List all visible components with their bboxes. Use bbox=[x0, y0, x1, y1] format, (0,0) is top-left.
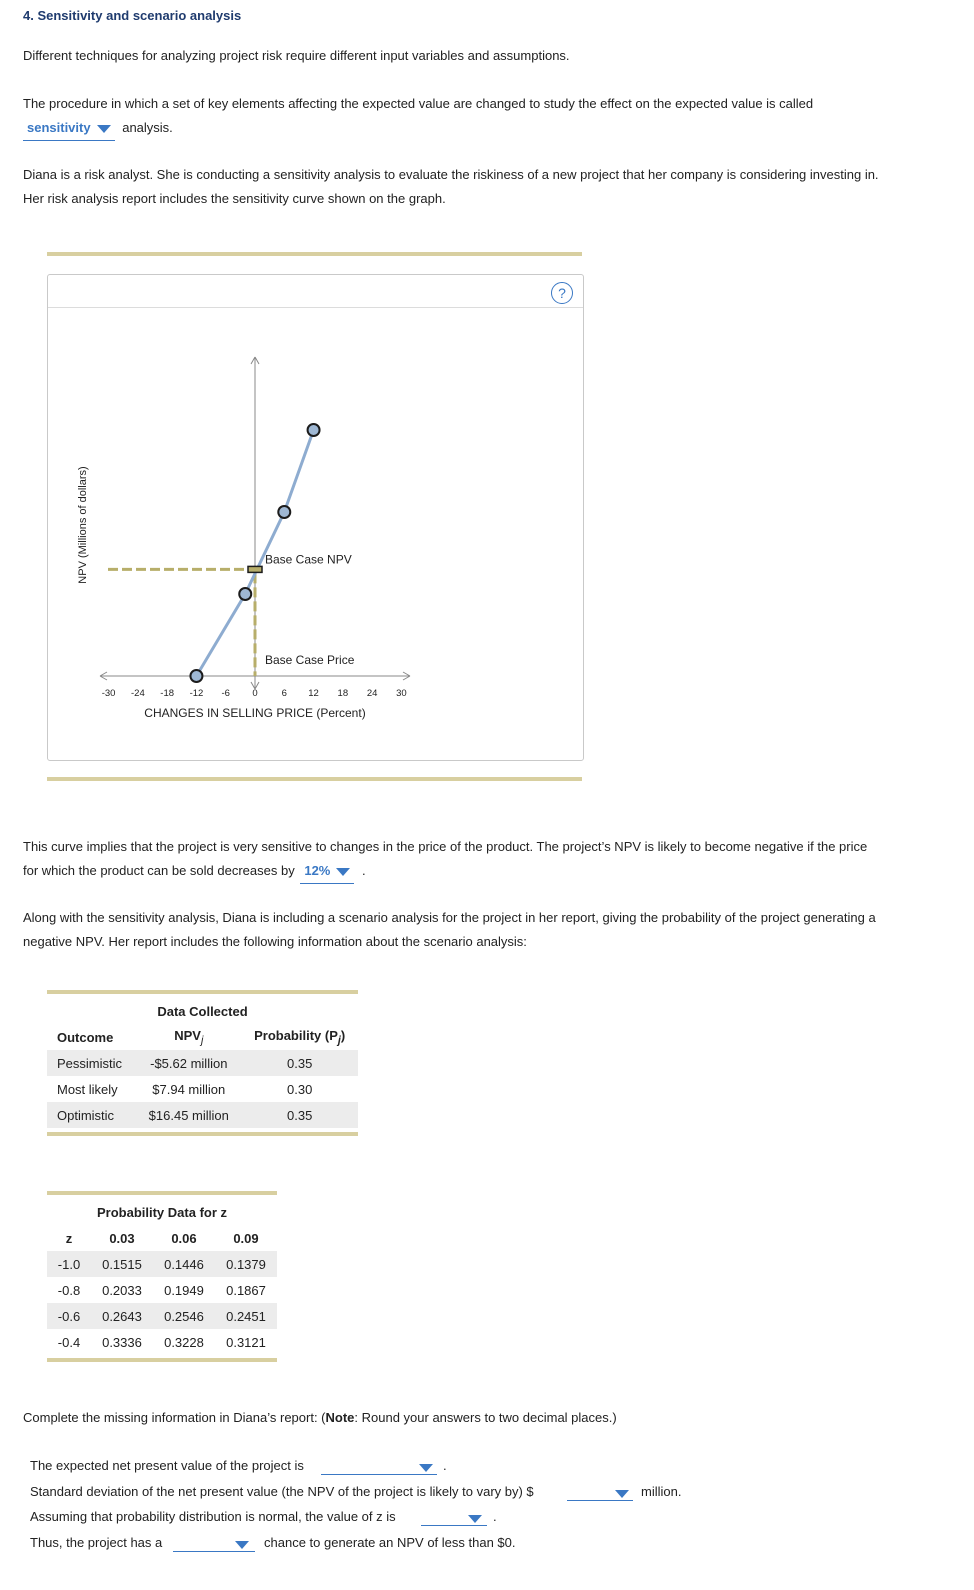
chevron-down-icon bbox=[336, 868, 350, 876]
chevron-down-icon[interactable] bbox=[615, 1490, 629, 1498]
data-point[interactable] bbox=[239, 588, 251, 600]
z-cell: -0.8 bbox=[57, 1282, 81, 1298]
q2-end: million. bbox=[641, 1484, 682, 1499]
x-tick-label: 30 bbox=[396, 688, 407, 699]
header-prob-sub: j bbox=[337, 1034, 341, 1047]
header-prob-close: ) bbox=[340, 1027, 346, 1043]
z-header-cell: z bbox=[65, 1230, 73, 1246]
y-axis-label: NPV (Millions of dollars) bbox=[77, 466, 89, 584]
z-table-bottom-rule bbox=[47, 1358, 277, 1362]
table-row bbox=[47, 1251, 277, 1277]
procedure-answer-row bbox=[23, 116, 173, 141]
outcome-cell: Optimistic bbox=[57, 1107, 115, 1123]
x-tick-label: -12 bbox=[189, 688, 204, 699]
x-tick-label: 12 bbox=[308, 688, 319, 699]
q4-prefix: Thus, the project has a bbox=[30, 1535, 163, 1550]
procedure-text: The procedure in which a set of key elements affecting the expected value are changed to study the effect on the expected value is called bbox=[23, 96, 814, 111]
graph-panel bbox=[47, 274, 584, 761]
z-table bbox=[47, 1199, 277, 1355]
z-cell: 0.3336 bbox=[102, 1334, 142, 1350]
chevron-down-icon[interactable] bbox=[468, 1515, 482, 1523]
x-tick-label: -18 bbox=[160, 688, 175, 699]
z-cell: 0.2546 bbox=[164, 1308, 204, 1324]
z-cell: 0.1379 bbox=[226, 1256, 266, 1272]
q4-suffix: chance to generate an NPV of less than $0. bbox=[264, 1535, 516, 1550]
base-price-label: Base Case Price bbox=[265, 653, 355, 667]
prob-cell: 0.35 bbox=[287, 1055, 313, 1071]
z-cell: -1.0 bbox=[57, 1256, 81, 1272]
z-cell: 0.1949 bbox=[164, 1282, 204, 1298]
section-title: 4. Sensitivity and scenario analysis bbox=[23, 8, 242, 23]
chevron-down-icon[interactable] bbox=[235, 1541, 249, 1549]
base-npv-label: Base Case NPV bbox=[265, 552, 352, 567]
z-cell: 0.1867 bbox=[226, 1282, 266, 1298]
z-cell: 0.1515 bbox=[102, 1256, 142, 1272]
header-probability bbox=[241, 1024, 358, 1050]
table-row bbox=[47, 1329, 277, 1355]
scenario-text-2: negative NPV. Her report includes the following information about the scenario analysis: bbox=[23, 934, 527, 949]
note-label: Note bbox=[325, 1410, 355, 1425]
data-table-title: Data Collected bbox=[157, 1003, 248, 1019]
diana-text-2: Her risk analysis report includes the sensitivity curve shown on the graph. bbox=[23, 191, 446, 206]
implies-text-2: for which the product can be sold decreases by bbox=[23, 863, 295, 878]
base-case-marker[interactable] bbox=[248, 566, 262, 572]
table-row bbox=[47, 1076, 358, 1102]
outcome-cell: Pessimistic bbox=[57, 1055, 123, 1071]
prob-cell: 0.35 bbox=[287, 1107, 313, 1123]
help-icon[interactable]: ? bbox=[551, 282, 573, 304]
header-npv-sub: j bbox=[200, 1034, 204, 1047]
q2-text: Standard deviation of the net present value (the NPV of the project is likely to vary by) $ bbox=[30, 1484, 534, 1499]
complete-prefix: Complete the missing information in Diana’s report: ( bbox=[23, 1410, 326, 1425]
z-cell: 0.3228 bbox=[164, 1334, 204, 1350]
z-cell: 0.2643 bbox=[102, 1308, 142, 1324]
npv-cell: -$5.62 million bbox=[150, 1055, 228, 1071]
z-table-top-rule bbox=[47, 1191, 277, 1195]
implies-row bbox=[23, 859, 366, 884]
z-cell: 0.2033 bbox=[102, 1282, 142, 1298]
z-header-cell: 0.06 bbox=[171, 1230, 197, 1246]
scenario-text-1: Along with the sensitivity analysis, Diana is including a scenario analysis for the project in her report, giving the probability of the project generating a bbox=[23, 910, 876, 925]
implies-text-1: This curve implies that the project is very sensitive to changes in the price of the product. The project’s NPV is likely to become negative if the price bbox=[23, 839, 868, 854]
z-cell: -0.6 bbox=[57, 1308, 81, 1324]
graph-top-rule bbox=[47, 252, 582, 256]
x-tick-label: 24 bbox=[366, 688, 378, 699]
npv-cell: $16.45 million bbox=[148, 1107, 229, 1123]
x-tick-label: 6 bbox=[281, 688, 287, 699]
table-row bbox=[47, 1303, 277, 1329]
table-row bbox=[47, 1102, 358, 1128]
z-cell: -0.4 bbox=[57, 1334, 81, 1350]
x-axis-label: CHANGES IN SELLING PRICE (Percent) bbox=[144, 706, 366, 720]
z-cell: 0.2451 bbox=[226, 1308, 266, 1324]
table-row bbox=[47, 1277, 277, 1303]
header-outcome: Outcome bbox=[57, 1029, 114, 1045]
intro-text: Different techniques for analyzing project risk require different input variables and assumptions. bbox=[23, 48, 570, 63]
x-tick-label: 0 bbox=[252, 688, 258, 699]
sensitivity-chart bbox=[48, 275, 583, 760]
complete-instructions bbox=[23, 1406, 617, 1430]
q1-text: The expected net present value of the project is bbox=[30, 1458, 304, 1473]
price-decrease-value: 12% bbox=[304, 863, 331, 878]
chevron-down-icon bbox=[97, 125, 111, 133]
z-table-title: Probability Data for z bbox=[96, 1204, 228, 1220]
x-tick-label: -6 bbox=[221, 688, 230, 699]
z-cell: 0.3121 bbox=[226, 1334, 266, 1350]
graph-bottom-rule bbox=[47, 777, 582, 781]
complete-suffix: : Round your answers to two decimal places.) bbox=[354, 1410, 617, 1425]
chevron-down-icon[interactable] bbox=[419, 1464, 433, 1472]
procedure-answer-value: sensitivity bbox=[27, 120, 91, 135]
header-prob-text: Probability (P bbox=[254, 1027, 338, 1043]
data-collected-table bbox=[47, 998, 358, 1128]
x-tick-label: -24 bbox=[131, 688, 145, 699]
header-npv-text: NPV bbox=[174, 1027, 201, 1043]
npv-cell: $7.94 million bbox=[152, 1081, 226, 1097]
data-point[interactable] bbox=[308, 424, 320, 436]
z-header-cell: 0.03 bbox=[109, 1230, 135, 1246]
header-npv bbox=[136, 1024, 241, 1050]
procedure-suffix: analysis. bbox=[122, 120, 173, 135]
data-table-top-rule bbox=[47, 990, 358, 994]
price-decrease-dropdown[interactable] bbox=[300, 859, 354, 884]
table-row bbox=[47, 1050, 358, 1076]
implies-end: . bbox=[362, 863, 366, 878]
q3-end: . bbox=[493, 1509, 497, 1524]
x-tick-label: -30 bbox=[101, 688, 116, 699]
procedure-answer-dropdown[interactable] bbox=[23, 116, 115, 141]
q3-text: Assuming that probability distribution is normal, the value of z is bbox=[30, 1509, 396, 1524]
outcome-cell: Most likely bbox=[57, 1081, 118, 1097]
data-table-bottom-rule bbox=[47, 1132, 358, 1136]
diana-text-1: Diana is a risk analyst. She is conducting a sensitivity analysis to evaluate the riskiness of a new project that her company is considering investing in. bbox=[23, 167, 879, 182]
data-point[interactable] bbox=[190, 670, 202, 682]
q1-end: . bbox=[443, 1458, 447, 1473]
data-point[interactable] bbox=[278, 506, 290, 518]
z-cell: 0.1446 bbox=[164, 1256, 204, 1272]
x-tick-label: 18 bbox=[337, 688, 349, 699]
z-header-cell: 0.09 bbox=[233, 1230, 259, 1246]
prob-cell: 0.30 bbox=[287, 1081, 313, 1097]
